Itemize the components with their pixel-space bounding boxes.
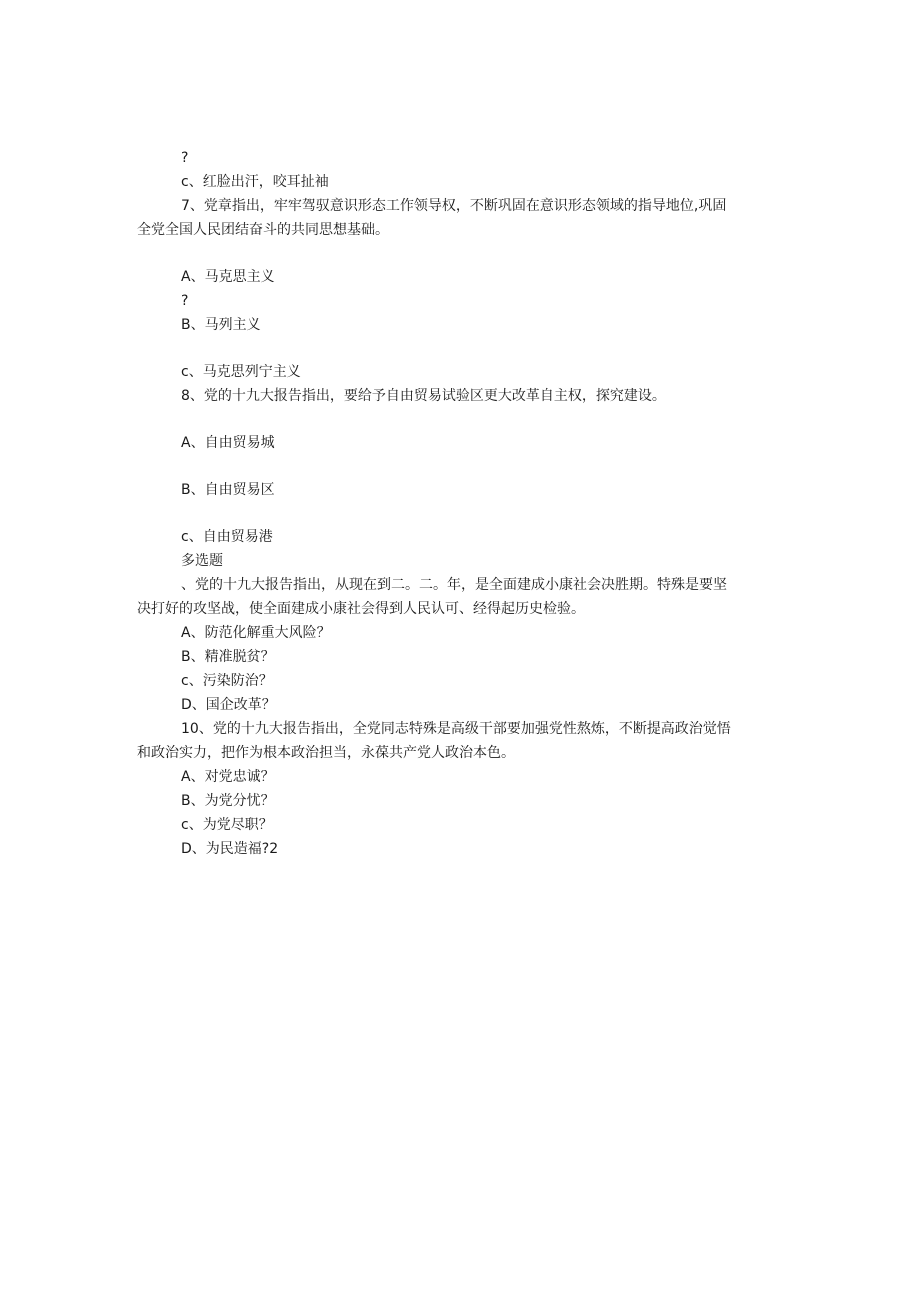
q9-option-d: D、国企改革？ bbox=[181, 697, 276, 713]
question-8: 8、党的十九大报告指出，要给予自由贸易试验区更大改革自主权，探究建设。 bbox=[181, 388, 666, 404]
q10-option-b: B、为党分忧？ bbox=[181, 793, 275, 809]
q9-option-c: c、污染防治？ bbox=[181, 673, 273, 689]
q9-option-b: B、精准脱贫？ bbox=[181, 649, 275, 665]
question-mark: ? bbox=[181, 150, 189, 166]
q7-option-a: A、马克思主义 bbox=[181, 269, 275, 285]
q8-option-c: c、自由贸易港 bbox=[181, 529, 273, 545]
question-9: 、党的十九大报告指出，从现在到二。二。年，是全面建成小康社会决胜期。特殊是要坚 bbox=[181, 577, 727, 593]
q8-option-a: A、自由贸易城 bbox=[181, 435, 275, 451]
q7-option-b: B、马列主义 bbox=[181, 317, 261, 333]
q7-option-c: c、马克思列宁主义 bbox=[181, 364, 301, 380]
q9-option-a: A、防范化解重大风险？ bbox=[181, 625, 331, 641]
q10-option-d: D、为民造福?2 bbox=[181, 841, 279, 857]
question-9-continued: 决打好的攻坚战，使全面建成小康社会得到人民认可、经得起历史检验。 bbox=[137, 601, 585, 617]
question-10-continued: 和政治实力，把作为根本政治担当，永葆共产党人政治本色。 bbox=[137, 745, 515, 761]
q10-option-c: c、为党尽职？ bbox=[181, 817, 273, 833]
question-7-continued: 全党全国人民团结奋斗的共同思想基础。 bbox=[137, 222, 389, 238]
section-heading-multiple-choice: 多选题 bbox=[181, 553, 223, 569]
option-c: c、红脸出汗，咬耳扯袖 bbox=[181, 174, 329, 190]
document-body bbox=[137, 146, 785, 861]
question-10: 10、党的十九大报告指出，全党同志特殊是高级干部要加强党性熬炼，不断提高政治觉悟 bbox=[181, 721, 731, 737]
question-7: 7、党章指出，牢牢驾驭意识形态工作领导权，不断巩固在意识形态领域的指导地位,巩固 bbox=[181, 198, 727, 214]
q10-option-a: A、对党忠诚？ bbox=[181, 769, 275, 785]
question-mark: ? bbox=[181, 293, 189, 309]
q8-option-b: B、自由贸易区 bbox=[181, 482, 275, 498]
